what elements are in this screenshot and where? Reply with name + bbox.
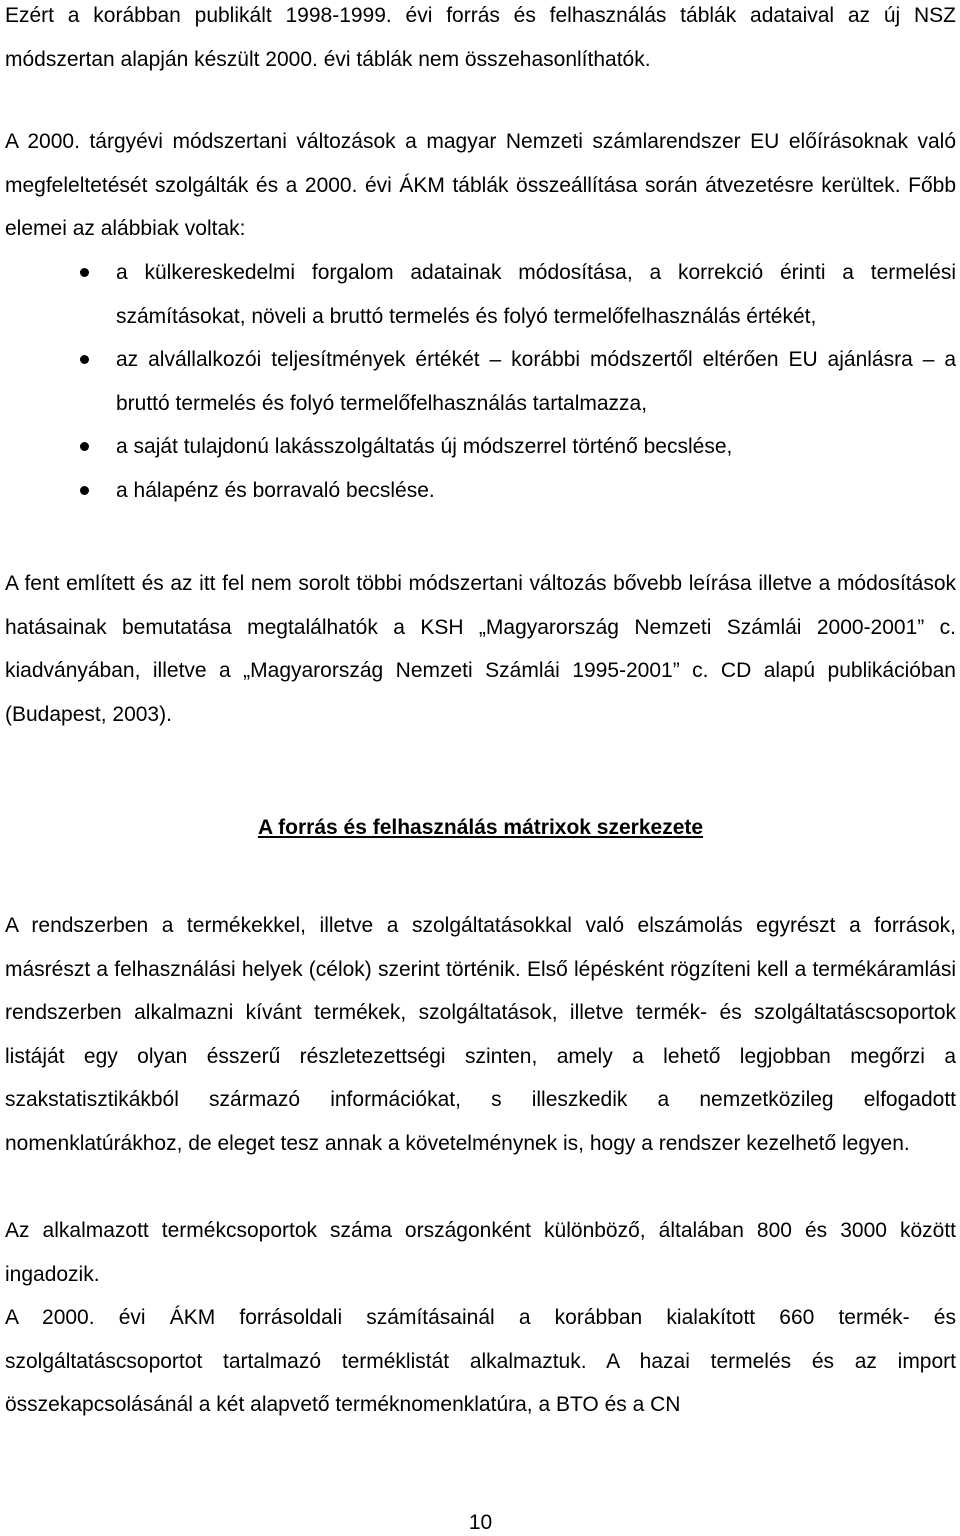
list-item xyxy=(5,338,956,425)
paragraph-further-description: A fent említett és az itt fel nem sorolt többi módszertani változás bővebb leírása illetve a módosítások hatásainak bemutatása megtalálhatók a KSH „Magyarország Nemzeti Számlái 2000-2001” c. kiadványában, illetve a „Magyarország Nemzeti Számlái 1995-2001” c. CD alapú publikációban (Budapest, 2003). xyxy=(5,572,956,726)
paragraph-system-description: A rendszerben a termékekkel, illetve a szolgáltatásokkal való elszámolás egyrészt a források, másrészt a felhasználási helyek (célok) szerint történik. Első lépésként rögzíteni kell a termékáramlási rendszerben alkalmazni kívánt termékek, szolgáltatások, illetve termék- és szolgáltatáscsoportok listáját egy olyan ésszerű részletezettségi szinten, amely a lehető legjobban megőrzi a szakstatisztikákból származó információkat, s illeszkedik a nemzetközileg elfogadott nomenklatúrákhoz, de eleget tesz annak a követelménynek is, hogy a rendszer kezelhető legyen. xyxy=(5,914,956,1155)
list-item-text: az alvállalkozói teljesítmények értékét – korábbi módszertől eltérően EU ajánlásra – a bruttó termelés és folyó termelőfelhasználás tartalmazza, xyxy=(116,348,956,415)
methodology-changes-list xyxy=(5,251,956,513)
paragraph-product-groups: Az alkalmazott termékcsoportok száma országonként különböző, általában 800 és 3000 között ingadozik. xyxy=(5,1219,956,1286)
bullet-icon xyxy=(80,355,89,364)
list-item-text: a külkereskedelmi forgalom adatainak módosítása, a korrekció érinti a termelési számításokat, növeli a bruttó termelés és folyó termelőfelhasználás értékét, xyxy=(116,261,956,328)
list-item-text: a saját tulajdonú lakásszolgáltatás új módszerrel történő becslése, xyxy=(116,435,733,459)
list-item xyxy=(5,469,956,513)
list-item xyxy=(5,251,956,338)
section-heading: A forrás és felhasználás mátrixok szerkezete xyxy=(257,816,704,839)
bullet-icon xyxy=(80,486,89,495)
paragraph-comparability-note: Ezért a korábban publikált 1998-1999. évi forrás és felhasználás táblák adataival az új NSZ módszertan alapján készült 2000. évi táblák nem összehasonlíthatók. xyxy=(5,4,956,71)
bullet-icon xyxy=(80,442,89,451)
page-number: 10 xyxy=(468,1511,493,1534)
list-item-text: a hálapénz és borravaló becslése. xyxy=(116,478,435,502)
paragraph-methodology-changes: A 2000. tárgyévi módszertani változások a magyar Nemzeti számlarendszer EU előírásoknak való megfeleltetését szolgálták és a 2000. évi ÁKM táblák összeállítása során átvezetésre kerültek. Főbb elemei az alábbiak voltak: xyxy=(5,130,956,241)
list-item xyxy=(5,425,956,469)
bullet-icon xyxy=(80,268,89,277)
paragraph-product-list: A 2000. évi ÁKM forrásoldali számításainál a korábban kialakított 660 termék- és szolgáltatáscsoportot tartalmazó terméklistát alkalmaztuk. A hazai termelés és az import összekapcsolásánál a két alapvető terméknomenklatúra, a BTO és a CN xyxy=(5,1306,956,1417)
